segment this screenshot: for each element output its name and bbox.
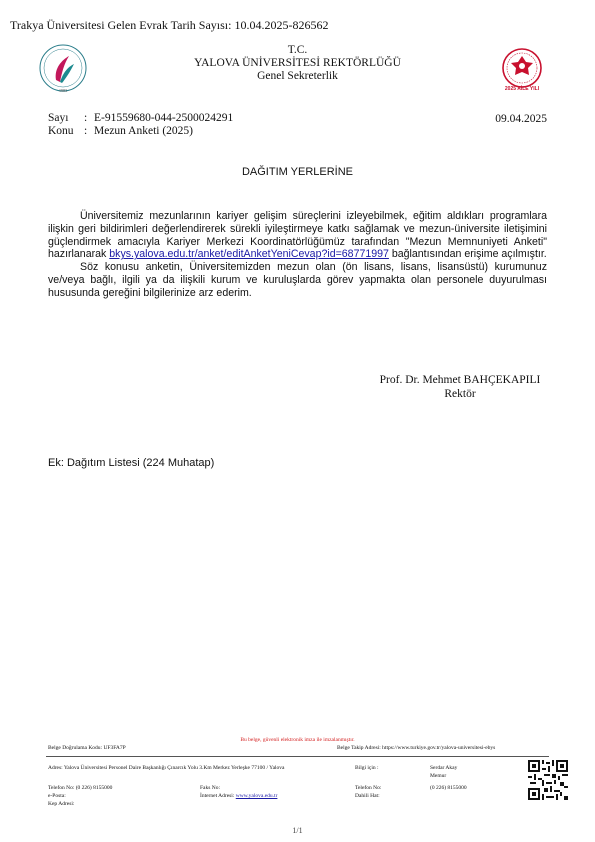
university-seal-icon	[38, 40, 88, 96]
footer-web	[200, 792, 277, 800]
footer-web-label: İnternet Adresi:	[200, 793, 235, 799]
distribution-title: DAĞITIM YERLERİNE	[241, 166, 354, 178]
paragraph-2: Söz konusu anketin, Üniversitemizden mezun olan (ön lisans, lisans, lisansüstü) kurumunuz ve/veya bağlı, ilgili ya da ilişkili kurum ve kuruluşlarda görev yapmakta olan personele duyurulması hususunda gereğini bilgilerinize arz ederim.	[48, 261, 547, 299]
seal-year: 1983	[59, 88, 67, 93]
signatory-title: Rektör	[444, 388, 476, 400]
info-phone-value: (0 226) 8155000	[430, 785, 467, 791]
header-department: Genel Sekreterlik	[257, 70, 338, 82]
footer-fax: Faks No:	[200, 785, 221, 791]
signatory-name: Prof. Dr. Mehmet BAHÇEKAPILI	[379, 374, 541, 386]
page-number: 1/1	[292, 826, 303, 835]
info-name: Serdar Akay	[430, 765, 458, 771]
attachment-note: Ek: Dağıtım Listesi (224 Muhatap)	[48, 457, 215, 469]
reference-label: Sayı	[48, 112, 69, 124]
reference-colon: :	[84, 112, 88, 124]
e-signature-note: Bu belge, güvenli elektronik imza ile imzalanmıştır.	[240, 737, 355, 743]
subject-value: Mezun Anketi (2025)	[94, 125, 194, 137]
reference-value: E-91559680-044-2500024291	[94, 112, 234, 124]
info-extension: Dahili Hat:	[355, 793, 380, 799]
info-role: Memur	[430, 773, 447, 779]
info-label: Bilgi için :	[355, 765, 379, 771]
family-year-label: 2025 AİLE YILI	[504, 86, 540, 92]
incoming-document-stamp: Trakya Üniversitesi Gelen Evrak Tarih Sayısı: 10.04.2025-826562	[10, 18, 329, 32]
paragraph-1	[48, 210, 547, 261]
footer-email: e-Posta:	[48, 793, 66, 799]
survey-link[interactable]: bkys.yalova.edu.tr/anket/editAnketYeniCevap?id=68771997	[109, 248, 389, 261]
paragraph-1-text: Üniversitemiz mezunlarının kariyer gelişim süreçlerini izleyebilmek, eğitim aldıkları programlara ilişkin geri bildirimleri değerlendirerek sürekli iyileştirmeye katkı sağlamak ve mezun-üniversite iletişimini güçlendirmek amacıyla Kariyer Merkezi Koordinatörlüğümüz tarafından "Mezun Memnuniyeti Anketi" hazırlanarak	[48, 210, 547, 261]
footer-phone: Telefon No: (0 226) 8155000	[48, 785, 113, 791]
family-year-logo-icon	[497, 46, 547, 96]
footer-address: Adres: Yalova Üniversitesi Personel Daire Başkanlığı Çınarcık Yolu 3.Km Merkez Yerleşke 77100 / Yalova	[48, 765, 285, 771]
subject-row	[48, 125, 193, 137]
subject-colon: :	[84, 125, 88, 137]
paragraph-1-end: bağlantısından erişime açılmıştır.	[388, 248, 547, 261]
header-tc: T.C.	[287, 44, 308, 56]
header-institution: YALOVA ÜNİVERSİTESİ REKTÖRLÜĞÜ	[194, 57, 401, 69]
verification-code: Belge Doğrulama Kodu: UF3FA7P	[48, 745, 126, 751]
info-phone-label: Telefon No:	[355, 785, 382, 791]
reference-number-row	[48, 112, 233, 124]
footer-web-link[interactable]: www.yalova.edu.tr	[235, 793, 278, 799]
qr-code-icon	[528, 760, 568, 800]
document-date: 09.04.2025	[495, 113, 547, 125]
subject-label: Konu	[48, 125, 74, 137]
footer-divider	[46, 756, 549, 757]
tracking-address: Belge Takip Adresi: https://www.turkiye.gov.tr/yalova-universitesi-ebys	[337, 745, 496, 751]
footer-kep: Kep Adresi:	[48, 801, 75, 807]
body-text	[48, 210, 547, 300]
